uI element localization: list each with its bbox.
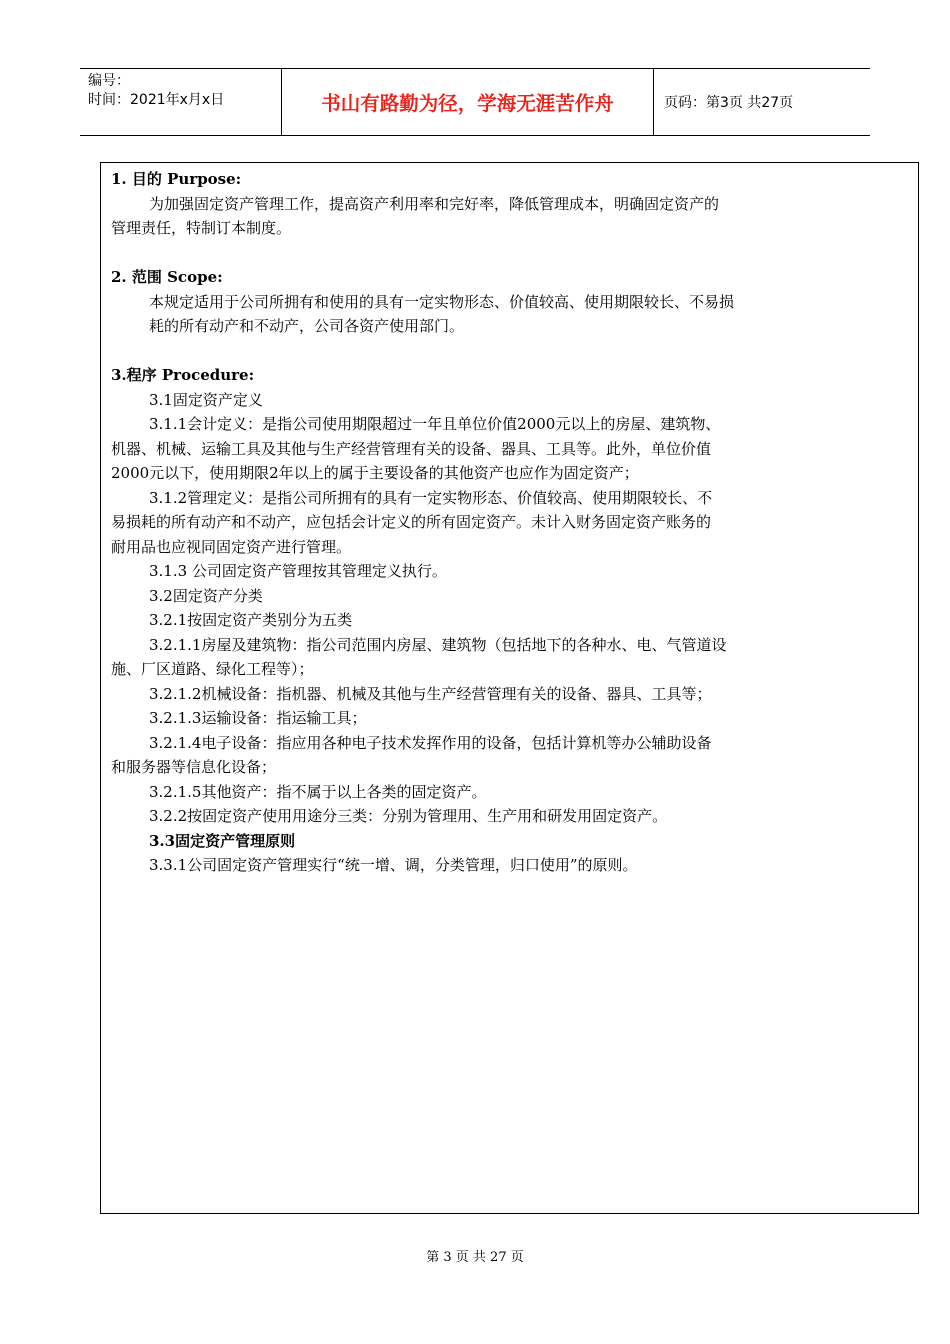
header-motto-cell xyxy=(282,69,654,135)
section-scope-text: 本规定适用于公司所拥有和使用的具有一定实物形态、价值较高、使用期限较长、不易损 xyxy=(149,292,735,311)
section-purpose-text: 管理责任，特制订本制度。 xyxy=(111,219,292,237)
header-page-info: 页码：第3页 共27页 xyxy=(664,95,794,111)
clause-text: 3.2.2按固定资产使用用途分三类：分别为管理用、生产用和研发用固定资产。 xyxy=(149,807,668,825)
document-body xyxy=(100,162,919,1214)
clause-text: 施、厂区道路、绿化工程等）； xyxy=(111,660,314,678)
subsection-heading: 3.1固定资产定义 xyxy=(149,390,263,409)
document-number-label: 编号： xyxy=(88,73,130,89)
clause-text: 和服务器等信息化设备； xyxy=(111,758,277,776)
clause-text: 机器、机械、运输工具及其他与生产经营管理有关的设备、器具、工具等。此外，单位价值 xyxy=(111,439,712,458)
header-meta xyxy=(80,69,282,135)
clause-text: 3.1.3 公司固定资产管理按其管理定义执行。 xyxy=(149,562,447,580)
header-motto: 书山有路勤为径，学海无涯苦作舟 xyxy=(321,92,614,115)
clause-text: 2000元以下，使用期限2年以上的属于主要设备的其他资产也应作为固定资产； xyxy=(111,464,639,482)
subsection-heading: 3.3固定资产管理原则 xyxy=(149,831,296,850)
clause-text: 3.2.1按固定资产类别分为五类 xyxy=(149,611,353,629)
section-purpose-text: 为加强固定资产管理工作，提高资产利用率和完好率，降低管理成本，明确固定资产的 xyxy=(149,194,720,213)
clause-text: 耐用品也应视同固定资产进行管理。 xyxy=(111,537,352,556)
page-footer: 第 3 页 共 27 页 xyxy=(426,1250,524,1265)
section-scope-text: 耗的所有动产和不动产，公司各资产使用部门。 xyxy=(149,317,465,335)
subsection-heading: 3.2固定资产分类 xyxy=(149,586,263,605)
clause-text: 3.2.1.4电子设备：指应用各种电子技术发挥作用的设备，包括计算机等办公辅助设备 xyxy=(149,733,712,752)
section-procedure-title: 3.程序 Procedure: xyxy=(111,366,255,384)
clause-text: 3.2.1.2机械设备：指机器、机械及其他与生产经营管理有关的设备、器具、工具等； xyxy=(149,684,712,703)
page-header xyxy=(80,68,870,136)
section-purpose-title: 1. 目的 Purpose: xyxy=(111,170,242,188)
clause-text: 3.1.2管理定义：是指公司所拥有的具有一定实物形态、价值较高、使用期限较长、不 xyxy=(149,488,713,507)
clause-text: 3.1.1会计定义：是指公司使用期限超过一年且单位价值2000元以上的房屋、建筑物、 xyxy=(149,415,721,433)
clause-text: 3.3.1公司固定资产管理实行“统一增、调，分类管理，归口使用”的原则。 xyxy=(149,856,638,874)
clause-text: 3.2.1.3运输设备：指运输工具； xyxy=(149,709,367,727)
clause-text: 3.2.1.1房屋及建筑物：指公司范围内房屋、建筑物（包括地下的各种水、电、气管道设 xyxy=(149,635,727,654)
document-time: 时间：2021年x月x日 xyxy=(88,92,225,108)
section-scope-title: 2. 范围 Scope: xyxy=(111,268,223,286)
clause-text: 3.2.1.5其他资产：指不属于以上各类的固定资产。 xyxy=(149,782,487,801)
clause-text: 易损耗的所有动产和不动产，应包括会计定义的所有固定资产。未计入财务固定资产账务的 xyxy=(111,513,712,531)
